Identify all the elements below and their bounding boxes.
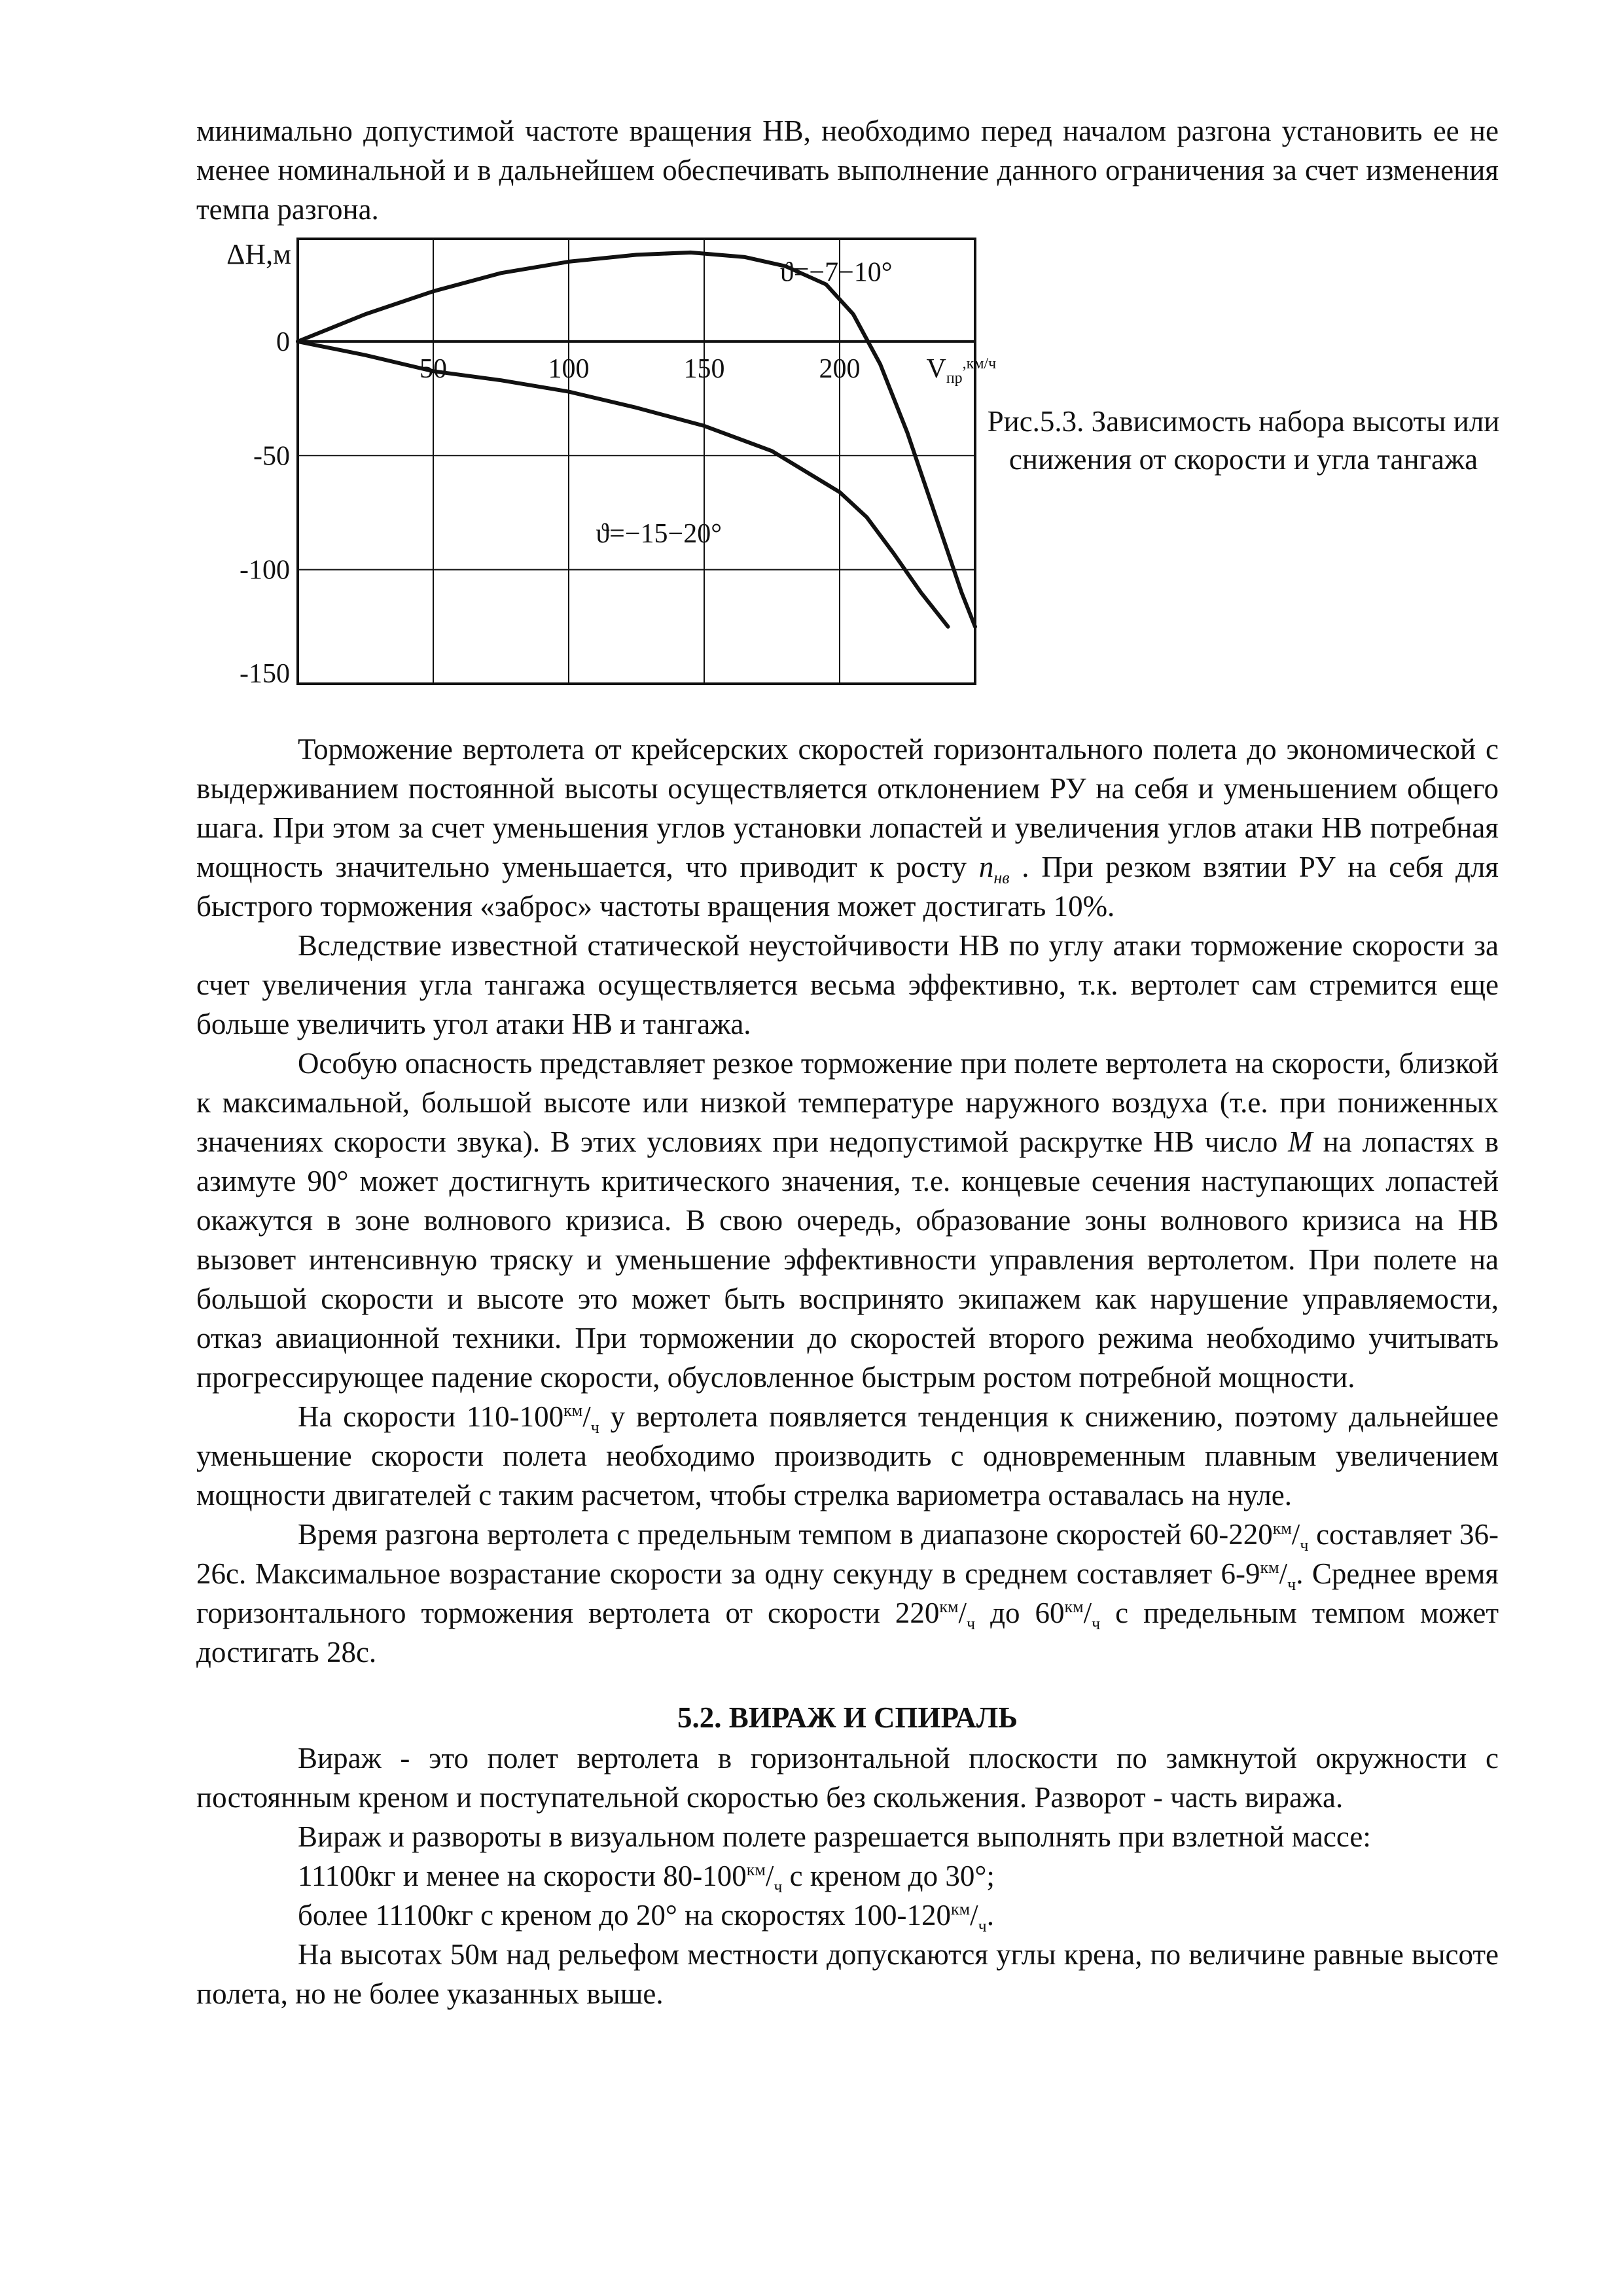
text-span: составляет 36-26с. Максимальное возрастание скорости за одну секунду в среднем составляет 6-9 [196, 1518, 1499, 1590]
text-span: Торможение вертолета от крейсерских скоростей горизонтального полета до экономической с выдерживанием постоянной высоты осуществляется отклонением РУ на себя и уменьшением общего шага. При этом за счет уменьшения углов установки лопастей и увеличения углов атаки НВ потребная мощность значительно уменьшается, что приводит к росту [196, 733, 1499, 883]
unit-separator: / [582, 1400, 591, 1433]
paragraph-braking [196, 730, 1499, 926]
text-span: с креном до 30°; [782, 1860, 995, 1892]
speed-unit [1260, 1557, 1296, 1594]
paragraph-descent-tendency [196, 1397, 1499, 1515]
speed-unit [1064, 1597, 1101, 1633]
unit-separator: / [765, 1860, 774, 1892]
unit-numerator: км [1272, 1519, 1292, 1538]
text-span: Время разгона вертолета с предельным темпом в диапазоне скоростей 60-220 [298, 1518, 1273, 1551]
x-tick-label: 200 [819, 353, 861, 384]
speed-unit [1272, 1518, 1309, 1555]
x-tick-label: 50 [419, 353, 447, 384]
text-span: 11100кг и менее на скорости 80-100 [298, 1860, 747, 1892]
x-axis-symbol: V [926, 353, 946, 384]
text-span: . При резком взятии РУ на себя для быстрого торможения «заброс» частоты вращения может достигать 10%. [196, 851, 1499, 923]
unit-numerator: км [1260, 1558, 1279, 1577]
figure-caption: Рис.5.3. Зависимость набора высоты или снижения от скорости и угла тангажа [987, 405, 1500, 476]
y-tick-label: -50 [253, 441, 290, 472]
text-span: Особую опасность представляет резкое торможение при полете вертолета на скорости, близкой к максимальной, большой высоте или низкой температуре наружного воздуха (т.е. при пониженных значениях скорости звука). В этих условиях при недопустимой раскрутке НВ число [196, 1047, 1499, 1158]
x-axis-label [926, 354, 996, 387]
y-tick-label: 0 [276, 327, 290, 357]
top-paragraph-block [196, 111, 1499, 229]
text-span: с предельным темпом может достигать 28с. [196, 1597, 1499, 1669]
unit-separator: / [958, 1597, 967, 1629]
speed-unit [563, 1400, 599, 1437]
paragraph-mass-limit-2 [196, 1896, 1499, 1935]
x-axis-subscript: пр [946, 369, 963, 387]
text-span: На скорости 110-100 [298, 1400, 564, 1433]
paragraph-acceleration-time [196, 1515, 1499, 1672]
nv-subscript: нв [993, 868, 1010, 887]
unit-numerator: км [939, 1597, 959, 1616]
paragraph-danger [196, 1044, 1499, 1397]
unit-denominator: ч [978, 1916, 987, 1935]
unit-separator: / [1291, 1518, 1300, 1551]
unit-denominator: ч [590, 1418, 599, 1437]
curve-label-2: ϑ=−15−20° [596, 518, 722, 549]
paragraph-turn-permission: Вираж и развороты в визуальном полете разрешается выполнять при взлетной массе: [298, 1820, 1371, 1853]
unit-numerator: км [951, 1899, 971, 1918]
mach-symbol: M [1288, 1125, 1313, 1158]
text-span: у вертолета появляется тенденция к снижению, поэтому дальнейшее уменьшение скорости полета необходимо производить с одновременным плавным увеличением мощности двигателей с таким расчетом, чтобы стрелка вариометра оставалась на нуле. [196, 1400, 1499, 1511]
plot-frame [298, 239, 975, 684]
unit-numerator: км [746, 1860, 766, 1879]
y-tick-label: -100 [240, 555, 290, 586]
x-tick-label: 100 [548, 353, 590, 384]
paragraph-instability: Вследствие известной статической неустойчивости НВ по углу атаки торможение скорости за счет увеличения угла тангажа осуществляется весьма эффективно, т.к. вертолет сам стремится еще больше увеличить угол атаки НВ и тангажа. [196, 929, 1499, 1040]
text-span: до 60 [975, 1597, 1065, 1629]
speed-unit [939, 1597, 976, 1633]
curve-label-1: ϑ=−7−10° [779, 257, 893, 288]
y-axis-label: ΔН,м [226, 238, 291, 270]
paragraph-low-altitude: На высотах 50м над рельефом местности допускаются углы крена, по величине равные высоте полета, но не более указанных выше. [196, 1938, 1499, 2010]
unit-denominator: ч [1287, 1575, 1296, 1594]
speed-unit [951, 1899, 987, 1935]
text-span: . [986, 1899, 994, 1932]
figure-5-3 [203, 232, 997, 694]
paragraph-mass-limit-1 [196, 1856, 1499, 1896]
section-title: 5.2. ВИРАЖ И СПИРАЛЬ [677, 1701, 1018, 1734]
series-line-1 [298, 253, 975, 627]
nv-symbol: n [978, 851, 994, 883]
unit-denominator: ч [1300, 1536, 1309, 1555]
text-span: более 11100кг с креном до 20° на скоростях 100-120 [298, 1899, 952, 1932]
unit-numerator: км [563, 1401, 583, 1420]
x-tick-label: 150 [683, 353, 725, 384]
text-span: на лопастях в азимуте 90° может достигнуть критического значения, т.е. концевые сечения наступающих лопастей окажутся в зоне волнового кризиса. В свою очередь, образование зоны волнового кризиса на НВ вызовет интенсивную тряску и уменьшение эффективности управления вертолетом. При полете на большой скорости и высоте это может быть воспринято экипажем как нарушение управляемости, отказ авиационной техники. При торможении до скоростей второго режима необходимо учитывать прогрессирующее падение скорости, обусловленное быстрым ростом потребной мощности. [196, 1125, 1499, 1394]
altitude-speed-chart [203, 232, 997, 694]
y-tick-label: -150 [240, 659, 290, 689]
text-span: . Среднее время горизонтального торможения вертолета от скорости 220 [196, 1557, 1499, 1629]
unit-denominator: ч [967, 1614, 976, 1633]
unit-numerator: км [1064, 1597, 1084, 1616]
body-text [196, 730, 1499, 2013]
top-paragraph: минимально допустимой частоте вращения НВ, необходимо перед началом разгона установить ее не менее номинальной и в дальнейшем обеспечивать выполнение данного ограничения за счет изменения темпа разгона. [196, 115, 1499, 226]
unit-separator: / [1279, 1557, 1288, 1590]
unit-denominator: ч [774, 1877, 783, 1896]
unit-denominator: ч [1092, 1614, 1101, 1633]
unit-separator: / [970, 1899, 978, 1932]
speed-unit [746, 1860, 783, 1896]
paragraph-turn-definition: Вираж - это полет вертолета в горизонтальной плоскости по замкнутой окружности с постоянным креном и поступательной скоростью без скольжения. Разворот - часть виража. [196, 1742, 1499, 1814]
unit-separator: / [1083, 1597, 1092, 1629]
x-axis-unit: ,км/ч [962, 355, 997, 372]
series-line-2 [298, 342, 948, 627]
